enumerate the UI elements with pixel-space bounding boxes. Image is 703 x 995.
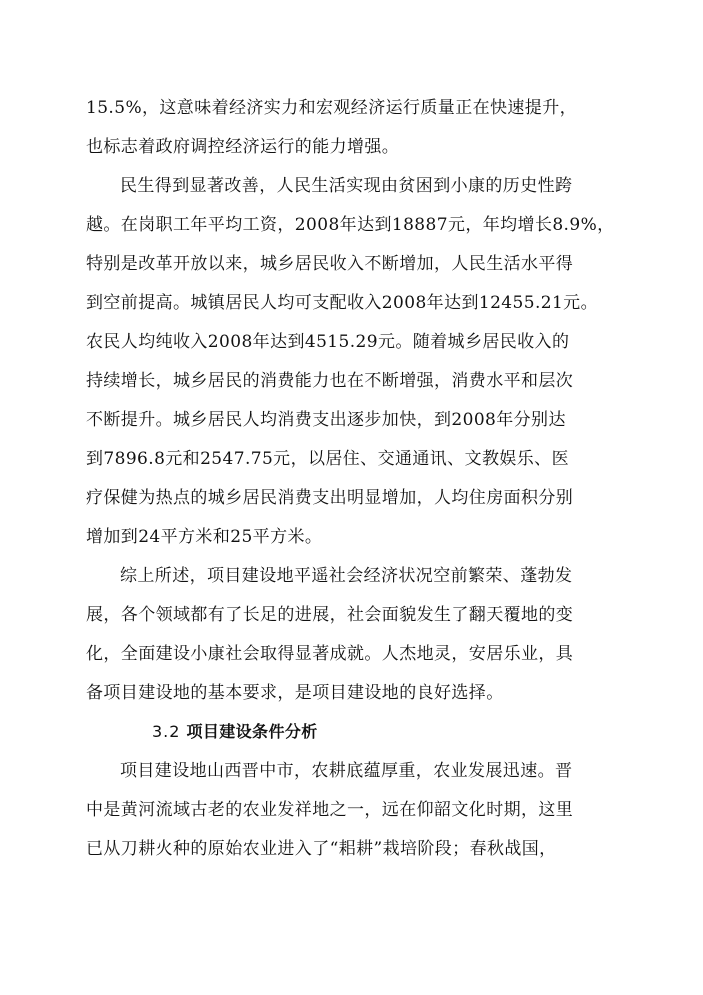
- text-line: 不断提升。城乡居民人均消费支出逐步加快，到2008年分别达: [86, 410, 566, 430]
- text-line: 已从刀耕火种的原始农业进入了“耜耕”栽培阶段；春秋战国，: [86, 839, 557, 859]
- text-line: 备项目建设地的基本要求，是项目建设地的良好选择。: [86, 683, 504, 703]
- section-title: 项目建设条件分析: [186, 722, 318, 741]
- text-line: 越。在岗职工年平均工资，2008年达到18887元，年均增长8.9%，: [86, 215, 615, 235]
- text-line: 15.5%，这意味着经济实力和宏观经济运行质量正在快速提升，: [86, 98, 578, 118]
- text-line: 民生得到显著改善，人民生活实现由贫困到小康的历史性跨: [120, 176, 573, 196]
- text-line: 中是黄河流域古老的农业发祥地之一，远在仰韶文化时期，这里: [86, 800, 574, 820]
- text-line: 到7896.8元和2547.75元，以居住、交通通讯、文教娱乐、医: [86, 449, 569, 469]
- text-line: 持续增长，城乡居民的消费能力也在不断增强，消费水平和层次: [86, 371, 574, 391]
- text-line: 也标志着政府调控经济运行的能力增强。: [86, 137, 400, 157]
- text-line: 综上所述，项目建设地平遥社会经济状况空前繁荣、蓬勃发: [120, 566, 573, 586]
- text-line: 疗保健为热点的城乡居民消费支出明显增加，人均住房面积分别: [86, 488, 574, 508]
- text-line: 增加到24平方米和25平方米。: [86, 527, 323, 547]
- text-line: 农民人均纯收入2008年达到4515.29元。随着城乡居民收入的: [86, 332, 570, 352]
- text-line: 项目建设地山西晋中市，农耕底蕴厚重，农业发展迅速。晋: [120, 761, 573, 781]
- text-line: 化，全面建设小康社会取得显著成就。人杰地灵，安居乐业，具: [86, 644, 574, 664]
- text-line: 到空前提高。城镇居民人均可支配收入2008年达到12455.21元。: [86, 293, 598, 313]
- text-line: 展，各个领域都有了长足的进展，社会面貌发生了翻天覆地的变: [86, 605, 574, 625]
- text-line: 特别是改革开放以来，城乡居民收入不断增加，人民生活水平得: [86, 254, 574, 274]
- section-heading: [152, 722, 318, 742]
- section-number: 3.2: [152, 722, 181, 741]
